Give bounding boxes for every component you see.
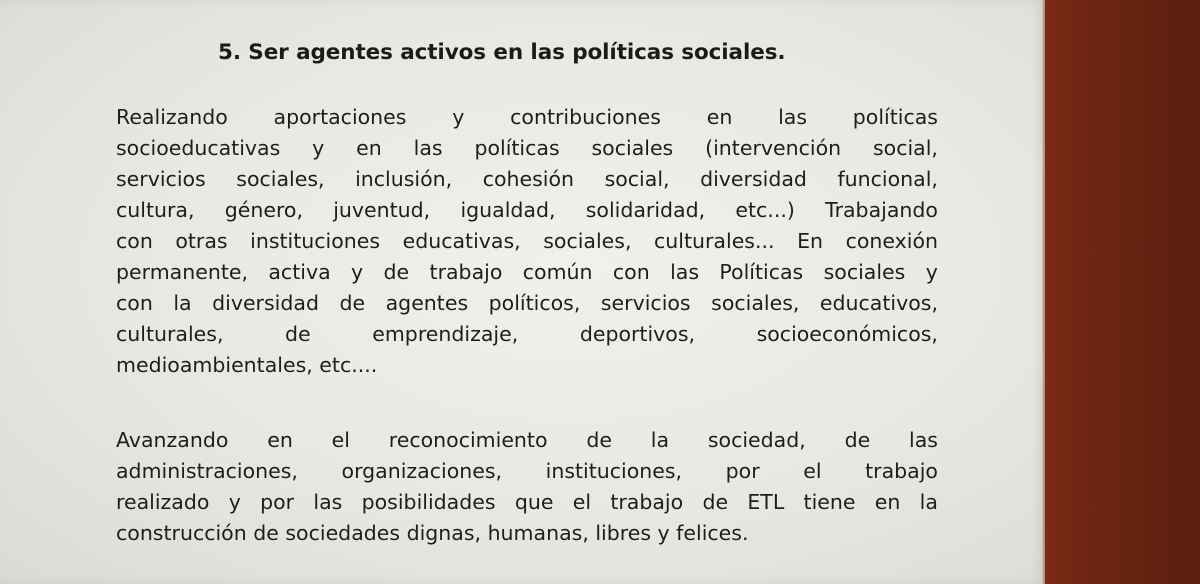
word: el — [803, 459, 822, 483]
word: políticas — [852, 105, 938, 129]
word: de — [702, 490, 729, 514]
word: reconocimiento — [388, 428, 548, 452]
word: realizado — [116, 490, 210, 514]
paragraph-line — [116, 102, 938, 133]
word: diversidad — [700, 167, 807, 191]
word: igualdad, — [460, 198, 556, 222]
word: conexión — [845, 229, 938, 253]
word: sociales, — [236, 167, 325, 191]
word: las — [313, 490, 343, 514]
word: educativas, — [402, 229, 521, 253]
word: sociales, — [543, 229, 632, 253]
word: género, — [224, 198, 303, 222]
slide-heading: 5. Ser agentes activos en las políticas sociales. — [218, 40, 786, 65]
word: Realizando — [116, 105, 228, 129]
word: y — [925, 260, 938, 284]
word: emprendizaje, — [372, 322, 519, 346]
word: el — [572, 490, 592, 514]
word: la — [919, 490, 938, 514]
paragraph-line — [116, 195, 938, 226]
paragraph-line — [116, 133, 938, 164]
paragraph-line — [116, 319, 938, 350]
word: servicios — [116, 167, 206, 191]
word: instituciones, — [545, 459, 683, 483]
word: permanente, — [116, 260, 248, 284]
word: culturales, — [116, 322, 224, 346]
word: organizaciones, — [341, 459, 503, 483]
paragraph-2 — [116, 425, 938, 549]
word: la — [650, 428, 670, 452]
word: solidaridad, — [585, 198, 706, 222]
word: políticos, — [488, 291, 581, 315]
paragraph-1 — [116, 102, 938, 381]
paragraph-line: construcción de sociedades dignas, humanas, libres y felices. — [116, 521, 749, 545]
word: de — [586, 428, 612, 452]
word: y — [312, 136, 325, 160]
word: social, — [872, 136, 938, 160]
paragraph-line — [116, 487, 938, 518]
word: Avanzando — [116, 428, 229, 452]
word: ETL — [747, 490, 785, 514]
word: En — [797, 229, 824, 253]
word: administraciones, — [116, 459, 298, 483]
paragraph-line: medioambientales, etc.... — [116, 353, 378, 377]
word: por — [725, 459, 760, 483]
word: posibilidades — [361, 490, 496, 514]
word: y — [452, 105, 465, 129]
word: con — [116, 229, 153, 253]
word: instituciones — [250, 229, 381, 253]
word: tiene — [803, 490, 856, 514]
word: diversidad — [212, 291, 319, 315]
word: de — [339, 291, 366, 315]
word: inclusión, — [355, 167, 453, 191]
paragraph-line — [116, 425, 938, 456]
word: deportivos, — [579, 322, 696, 346]
word: sociales, — [711, 291, 800, 315]
word: social, — [604, 167, 670, 191]
word: común — [522, 260, 593, 284]
paragraph-line — [116, 257, 938, 288]
word: el — [331, 428, 350, 452]
word: cultura, — [116, 198, 195, 222]
word: agentes — [385, 291, 469, 315]
word: socioeducativas — [116, 136, 281, 160]
word: cohesión — [482, 167, 575, 191]
word: en — [356, 136, 382, 160]
paragraph-line — [116, 456, 938, 487]
word: por — [260, 490, 295, 514]
word: políticas — [474, 136, 560, 160]
word: de — [285, 322, 311, 346]
word: educativos, — [819, 291, 938, 315]
word: las — [670, 260, 700, 284]
word: funcional, — [837, 167, 938, 191]
word: trabajo — [865, 459, 938, 483]
word: otras — [175, 229, 228, 253]
word: en — [874, 490, 901, 514]
word: trabajo — [429, 260, 503, 284]
word: las — [778, 105, 808, 129]
word: servicios — [600, 291, 691, 315]
word: y — [351, 260, 364, 284]
word: Políticas — [719, 260, 804, 284]
word: en — [267, 428, 293, 452]
word: contribuciones — [510, 105, 661, 129]
word: en — [706, 105, 733, 129]
paragraph-line — [116, 288, 938, 319]
word: sociales — [823, 260, 906, 284]
word: sociedad, — [707, 428, 806, 452]
word: juventud, — [333, 198, 431, 222]
word: de — [844, 428, 871, 452]
word: aportaciones — [273, 105, 407, 129]
word: sociales — [591, 136, 674, 160]
word: las — [413, 136, 443, 160]
word: las — [909, 428, 938, 452]
paragraph-line — [116, 226, 938, 257]
word: socioeconómicos, — [756, 322, 938, 346]
word: etc...) — [735, 198, 795, 222]
word: (intervención — [705, 136, 842, 160]
wall-panel — [1045, 0, 1200, 584]
word: la — [173, 291, 192, 315]
word: con — [116, 291, 153, 315]
word: y — [228, 490, 241, 514]
word: activa — [268, 260, 331, 284]
word: trabajo — [610, 490, 684, 514]
paragraph-line — [116, 164, 938, 195]
word: de — [383, 260, 410, 284]
word: Trabajando — [825, 198, 938, 222]
word: culturales... — [654, 229, 775, 253]
word: con — [612, 260, 650, 284]
word: que — [514, 490, 554, 514]
